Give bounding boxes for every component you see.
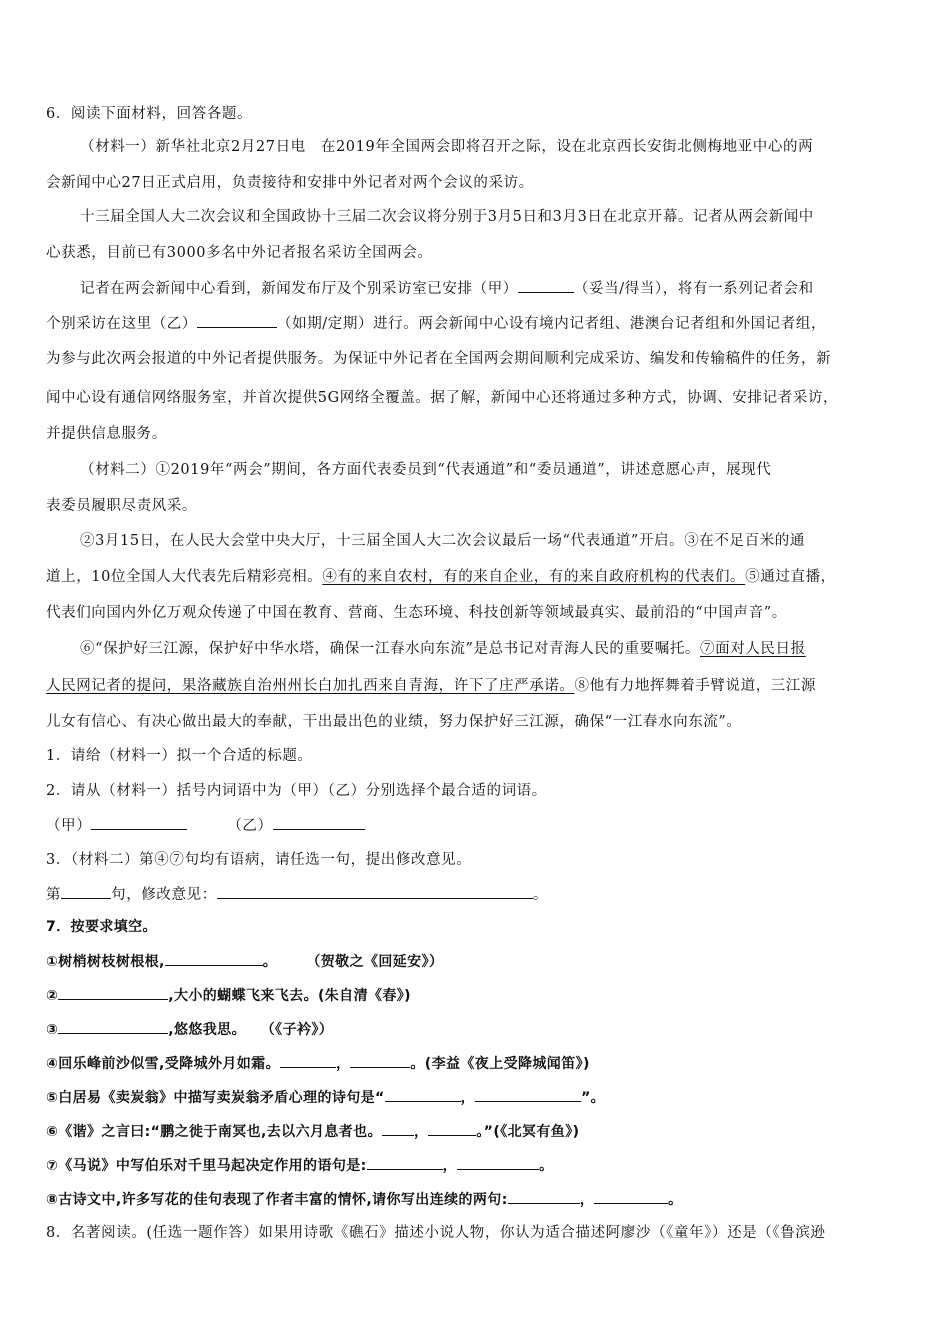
text-segment: 道上，10位全国人大代表先后精彩亮相。 [46, 569, 323, 585]
material1-p3-line3: 为参与此次两会报道的中外记者提供服务。为保证中外记者在全国两会期间顺利完成采访、编发和传输稿件的任务，新 [46, 351, 832, 367]
underlined-sentence-7-cont: 人民网记者的提问，果洛藏族自治州州长白加扎西来自青海，许下了庄严承诺。 [46, 678, 575, 694]
text-segment: ,悠悠我思。 （《子衿》） [168, 1022, 334, 1038]
q7-item-8 [46, 1189, 910, 1210]
q7-header: 7．按要求填空。 [46, 919, 157, 935]
blank[interactable] [165, 951, 263, 966]
blank[interactable] [382, 1121, 414, 1136]
text-segment: （如期/定期）进行。两会新闻中心设有境内记者组、港澳台记者组和外国记者组， [277, 316, 827, 332]
sub-question-1: 1．请给（材料一）拟一个合适的标题。 [46, 748, 313, 764]
text-segment: ② [46, 988, 59, 1004]
material1-p1-line1: （材料一）新华社北京2月27日电 在2019年全国两会即将召开之际，设在北京西长安街北侧梅地亚中心的两 [80, 139, 814, 155]
blank[interactable] [58, 1019, 168, 1034]
text-segment: 。 （贺敬之《回延安》） [262, 954, 444, 970]
q7-item-1 [46, 951, 910, 972]
sub-question-3: 3．（材料二）第④⑦句均有语病，请任选一句，提出修改意见。 [46, 852, 472, 868]
blank[interactable] [594, 1189, 668, 1204]
q7-item-6 [46, 1121, 910, 1142]
label-yi: （乙） [227, 818, 273, 834]
blank[interactable] [58, 985, 168, 1000]
blank[interactable] [508, 1189, 580, 1204]
text-segment: 。”(《北冥有鱼》) [476, 1124, 580, 1140]
sub-question-2: 2．请从（材料一）括号内词语中为（甲）（乙）分别选择个最合适的词语。 [46, 783, 547, 799]
material1-p2-line2: 心获悉，目前已有3000多名中外记者报名采访全国两会。 [46, 245, 433, 261]
material2-p2-line2 [46, 567, 910, 587]
answer-yi[interactable] [273, 815, 365, 830]
text-segment: ⑦《马说》中写伯乐对千里马起决定作用的语句是: [46, 1158, 367, 1174]
text-segment: 个别采访在这里（乙） [46, 316, 197, 332]
text-segment: ③ [46, 1022, 59, 1038]
material2-p2-line3: 代表们向国内外亿万观众传递了中国在教育、营商、生态环境、科技创新等领域最真实、最前沿的“中国声音”。 [46, 605, 787, 621]
blank[interactable] [350, 1053, 410, 1068]
text-segment: ④回乐峰前沙似雪,受降城外月如霜。 [46, 1056, 280, 1072]
text-segment: （妥当/得当），将有一系列记者会和 [573, 281, 814, 297]
sub-question-2-answers [46, 815, 910, 836]
text-segment: ⑧他有力地挥舞着手臂说道，三江源 [574, 678, 817, 694]
blank[interactable] [385, 1087, 461, 1102]
q7-item-7 [46, 1155, 910, 1176]
material2-p1-line2: 表委员履职尽责风采。 [46, 498, 197, 514]
text-segment: ,大小的蝴蝶飞来飞去。(朱自清《春》) [168, 988, 411, 1004]
material2-p3-line1 [80, 639, 910, 659]
label-jia: （甲） [46, 818, 92, 834]
text-segment: ， [442, 1158, 458, 1174]
text-segment: ⑤通过直播， [745, 569, 836, 585]
material1-p3-line5: 并提供信息服务。 [46, 426, 167, 442]
material2-p3-line3: 儿女有信心、有决心做出最大的奉献，干出最出色的业绩，努力保护好三江源，确保“一江春水向东流”。 [46, 714, 742, 730]
q7-item-4 [46, 1053, 910, 1074]
material1-p3-line2 [46, 313, 910, 334]
blank[interactable] [280, 1053, 336, 1068]
text-segment: ⑥“保护好三江源，保护好中华水塔，确保一江春水向东流”是总书记对青海人民的重要嘱托。 [80, 641, 701, 657]
material2-p1-line1: （材料二）①2019年“两会”期间，各方面代表委员到“代表通道”和“委员通道”，讲述意愿心声，展现代 [80, 462, 772, 478]
blank-jia[interactable] [518, 278, 574, 293]
sub-question-3-answer [46, 884, 910, 905]
revision-blank[interactable] [217, 884, 533, 899]
q8-line: 8．名著阅读。(任选一题作答）如果用诗歌《礁石》描述小说人物，你认为适合描述阿廖沙（《童年》）还是（《鲁滨逊 [46, 1225, 826, 1241]
text-segment: ， [413, 1124, 429, 1140]
underlined-sentence-7: ⑦面对人民日报 [700, 641, 806, 657]
material1-p2-line1: 十三届全国人大二次会议和全国政协十三届二次会议将分别于3月5日和3月3日在北京开幕。记者从两会新闻中 [80, 209, 814, 225]
text-segment: ， [579, 1192, 595, 1208]
text-segment: ， [460, 1090, 476, 1106]
blank-yi[interactable] [197, 313, 277, 328]
text-segment: 。(李益《夜上受降城闻笛》) [410, 1056, 590, 1072]
blank[interactable] [428, 1121, 476, 1136]
text-segment: 第 [46, 887, 62, 903]
material1-p1-line2: 会新闻中心27日正式启用，负责接待和安排中外记者对两个会议的采访。 [46, 175, 534, 191]
text-segment: 记者在两会新闻中心看到，新闻发布厅及个别采访室已安排（甲） [80, 281, 518, 297]
blank[interactable] [475, 1087, 581, 1102]
q6-header: 6．阅读下面材料，回答各题。 [46, 106, 253, 122]
sentence-number-blank[interactable] [61, 884, 111, 899]
q7-item-2 [46, 985, 910, 1006]
text-segment: 。 [532, 887, 548, 903]
text-segment: ①树梢树枝树根根, [46, 954, 165, 970]
q7-item-5 [46, 1087, 910, 1108]
text-segment: 句，修改意见： [111, 887, 217, 903]
blank[interactable] [367, 1155, 443, 1170]
answer-jia[interactable] [91, 815, 187, 830]
material2-p3-line2 [46, 676, 910, 696]
text-segment: ⑤白居易《卖炭翁》中描写卖炭翁矛盾心理的诗句是“ [46, 1090, 385, 1106]
text-segment: 。 [668, 1192, 683, 1208]
text-segment: 。 [539, 1158, 554, 1174]
blank[interactable] [457, 1155, 539, 1170]
text-segment: ， [335, 1056, 351, 1072]
q7-item-3 [46, 1019, 910, 1040]
underlined-sentence-4: ④有的来自农村，有的来自企业，有的来自政府机构的代表们。 [322, 569, 746, 585]
material1-p3-line4: 闻中心设有通信网络服务室，并首次提供5G网络全覆盖。据了解，新闻中心还将通过多种方式，协调、安排记者采访， [46, 390, 839, 406]
text-segment: ⑥《谐》之言曰:“鹏之徙于南冥也,去以六月息者也。 [46, 1124, 382, 1140]
material1-p3-line1 [80, 278, 910, 299]
material2-p2-line1: ②3月15日，在人民大会堂中央大厅，十三届全国人大二次会议最后一场“代表通道”开启。③在不足百米的通 [80, 533, 805, 549]
text-segment: ”。 [581, 1090, 606, 1106]
text-segment: ⑧古诗文中,许多写花的佳句表现了作者丰富的情怀,请你写出连续的两句: [46, 1192, 508, 1208]
